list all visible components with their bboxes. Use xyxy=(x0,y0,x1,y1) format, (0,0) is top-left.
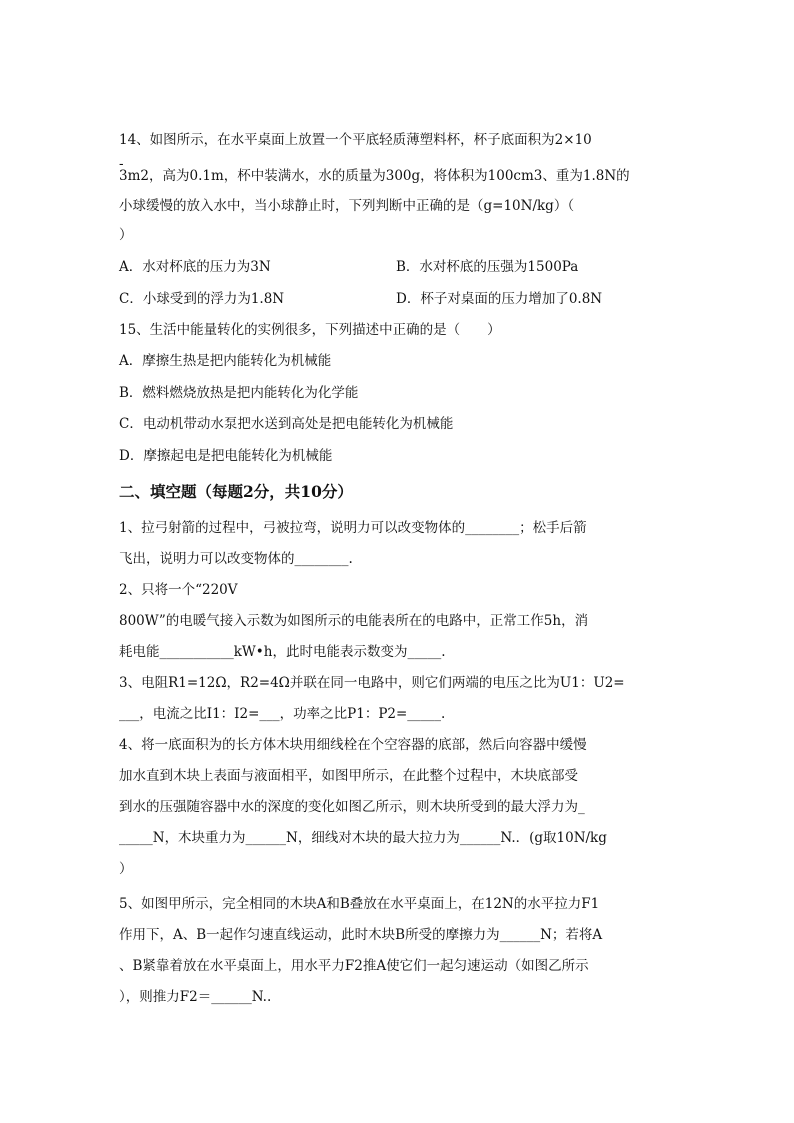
fill-q5-line-4: ），则推力F2＝______N.. xyxy=(119,989,272,1005)
q15-option-a: A．摩擦生热是把内能转化为机械能 xyxy=(119,353,332,369)
fill-q3-line-1: 3、电阻R1=12Ω，R2=4Ω并联在同一电路中，则它们两端的电压之比为U1：U2= xyxy=(119,675,625,691)
q14-option-row-1 xyxy=(119,257,271,277)
q14-stem-line-5: ） xyxy=(119,227,133,243)
fill-q4-line-4: _____N，木块重力为______N，细线对木块的最大拉力为______N.．(g取10N/kg xyxy=(119,830,607,846)
q15-option-c: C．电动机带动水泵把水送到高处是把电能转化为机械能 xyxy=(119,416,454,432)
fill-q5-line-3: 、B紧靠着放在水平桌面上，用水平力F2推A使它们一起匀速运动（如图乙所示 xyxy=(119,958,589,974)
section-heading-fill-blank: 二、填空题（每题2分，共10分） xyxy=(119,482,353,501)
q14-stem-line-4: 小球缓慢的放入水中，当小球静止时，下列判断中正确的是（g=10N/kg）（ xyxy=(119,198,575,214)
q14-stem-line-2: - xyxy=(119,156,124,172)
q14-option-a: A．水对杯底的压力为3N xyxy=(119,259,271,275)
fill-q2-line-2: 800W”的电暖气接入示数为如图所示的电能表所在的电路中，正常工作5h，消 xyxy=(119,613,589,629)
fill-q5-line-2: 作用下，A、B一起作匀速直线运动，此时木块B所受的摩擦力为______N；若将A xyxy=(119,927,603,943)
fill-q2-line-3: 耗电能___________kW•h，此时电能表示数变为_____. xyxy=(119,644,446,660)
fill-q4-line-1: 4、将一底面积为的长方体木块用细线栓在个空容器的底部，然后向容器中缓慢 xyxy=(119,737,587,753)
fill-q4-line-3: 到水的压强随容器中水的深度的变化如图乙所示，则木块所受到的最大浮力为_ xyxy=(119,799,585,815)
q14-option-row-2 xyxy=(119,289,284,309)
fill-q5-line-1: 5、如图甲所示，完全相同的木块A和B叠放在水平桌面上，在12N的水平拉力F1 xyxy=(119,896,600,912)
q14-stem-line-1: 14、如图所示，在水平桌面上放置一个平底轻质薄塑料杯，杯子底面积为2×10 xyxy=(119,132,592,148)
q14-option-d: D．杯子对桌面的压力增加了0.8N xyxy=(396,291,603,307)
fill-q4-line-5: ） xyxy=(119,861,133,877)
q15-stem: 15、生活中能量转化的实例很多，下列描述中正确的是（ ） xyxy=(119,322,501,338)
fill-q1-line-2: 飞出，说明力可以改变物体的________. xyxy=(119,551,353,567)
fill-q3-line-2: ___，电流之比I1：I2=___，功率之比P1：P2=_____. xyxy=(119,706,446,722)
q14-option-b: B．水对杯底的压强为1500Pa xyxy=(396,259,579,275)
fill-q1-line-1: 1、拉弓射箭的过程中，弓被拉弯，说明力可以改变物体的________；松手后箭 xyxy=(119,520,587,536)
fill-q2-line-1: 2、只将一个“220V xyxy=(119,582,238,598)
q14-option-c: C．小球受到的浮力为1.8N xyxy=(119,291,285,307)
q15-option-d: D．摩擦起电是把电能转化为机械能 xyxy=(119,448,333,464)
q15-option-b: B．燃料燃烧放热是把内能转化为化学能 xyxy=(119,385,359,401)
q14-stem-line-3: 3m2，高为0.1m，杯中装满水，水的质量为300g，将体积为100cm3、重为1.8N的 xyxy=(119,168,630,184)
fill-q4-line-2: 加水直到木块上表面与液面相平，如图甲所示，在此整个过程中，木块底部受 xyxy=(119,768,578,784)
